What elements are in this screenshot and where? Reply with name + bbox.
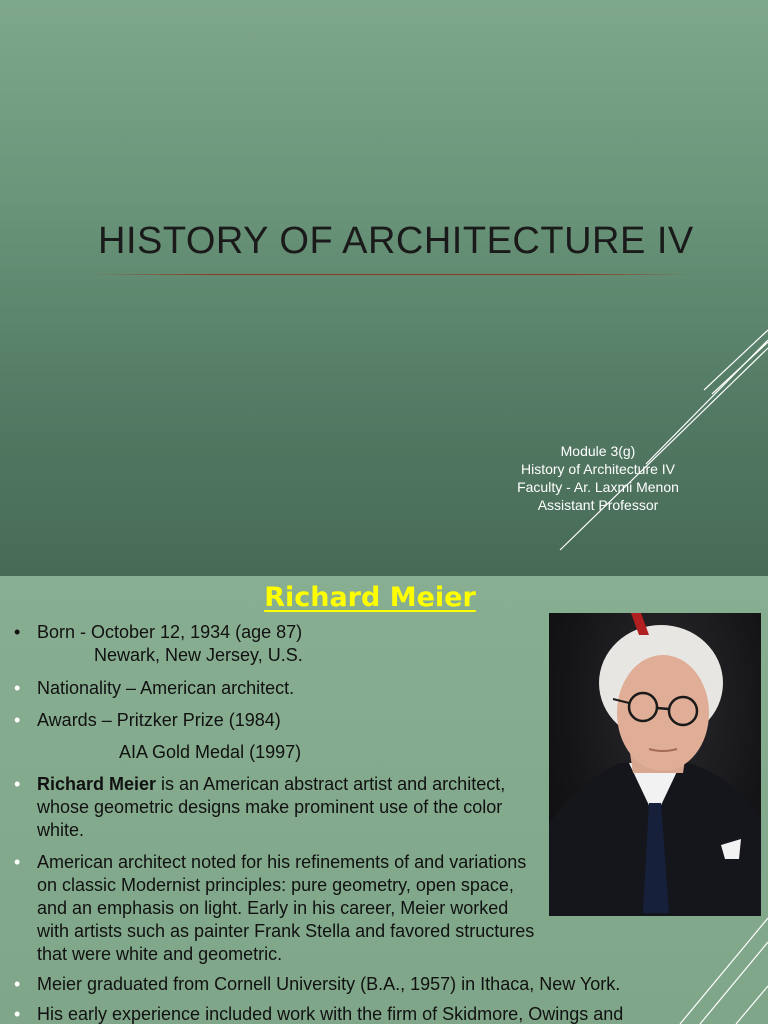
nationality-value: American architect.: [140, 678, 295, 698]
cornell-text: Meier graduated from Cornell University (B.A., 1957) in Ithaca, New York.: [37, 974, 621, 994]
bullet-symbol: •: [14, 678, 21, 698]
born-place: Newark, New Jersey, U.S.: [94, 645, 303, 665]
born-date: Born - October 12, 1934 (age 87): [37, 622, 303, 642]
bullet-symbol: •: [14, 852, 21, 872]
subtitle-line: Assistant Professor: [537, 497, 659, 513]
bullet-symbol: •: [14, 622, 21, 642]
awards-value: Pritzker Prize (1984): [116, 710, 281, 730]
content-slide: [0, 576, 768, 1024]
early-text: His early experience included work with the firm of Skidmore, Owings and: [37, 1004, 624, 1024]
awards-value-2: AIA Gold Medal (1997): [119, 742, 302, 762]
intro-text: is an American abstract artist and architect, whose geometric designs make prominent use of the color white.: [37, 774, 506, 840]
slide-subtitle: [500, 442, 696, 514]
awards-label: Awards –: [37, 710, 117, 730]
nationality-label: Nationality –: [37, 678, 141, 698]
bullet-symbol: •: [14, 774, 21, 794]
bullet-symbol: •: [14, 974, 21, 994]
bullet-symbol: •: [14, 710, 21, 730]
decorative-lines-bottom: [0, 576, 768, 1024]
intro-name: Richard Meier: [37, 774, 157, 794]
bullet-symbol: •: [14, 1004, 21, 1024]
slide-heading: Richard Meier: [264, 582, 476, 613]
subtitle-line: Module 3(g): [560, 443, 636, 459]
noted-text: American architect noted for his refinements of and variations on classic Modernist principles: pure geometry, open space, and an emphasis on light. Early in his career, Meier worked with artists such as painter Frank Stella and favored structures that were white and geometric.: [37, 852, 535, 964]
subtitle-line: Faculty - Ar. Laxmi Menon: [517, 479, 679, 495]
subtitle-line: History of Architecture IV: [520, 461, 676, 477]
slide-title: HISTORY OF ARCHITECTURE IV: [98, 220, 694, 262]
